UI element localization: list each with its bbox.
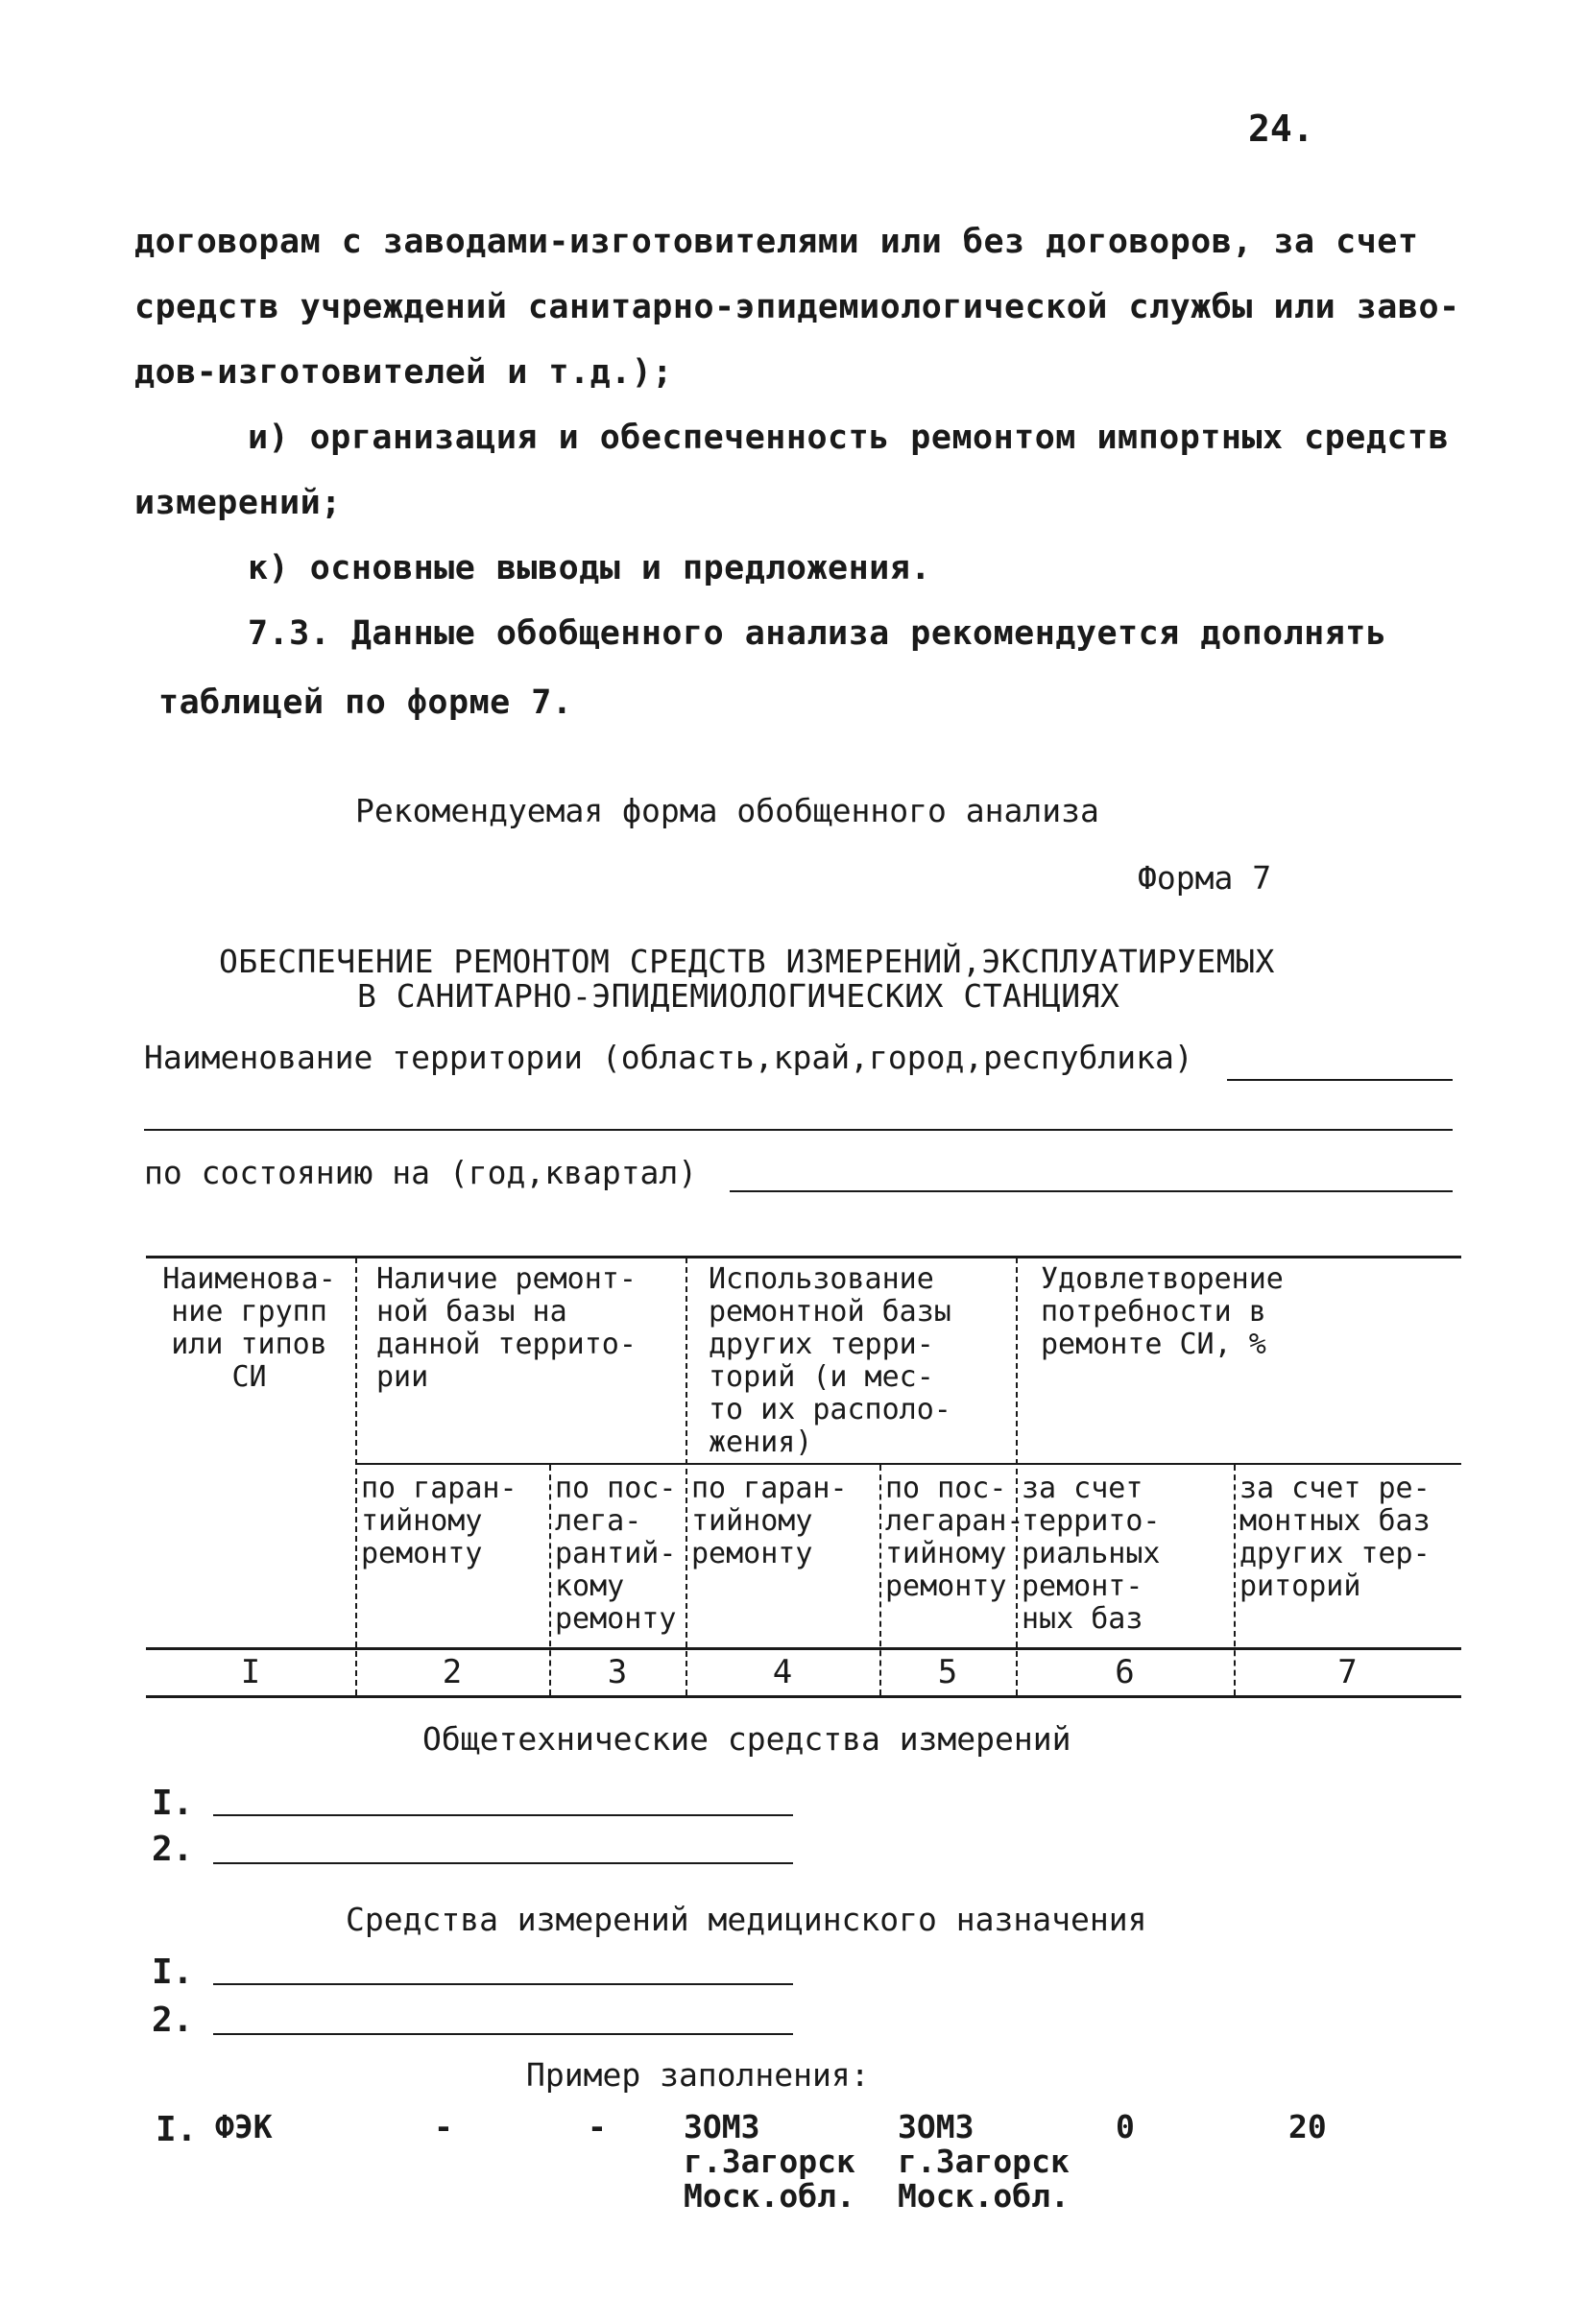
header-sub-col6: за счет террито- риальных ремонт- ных баз: [1022, 1472, 1161, 1636]
header-col1: Наименова- ние групп или типов СИ: [162, 1262, 336, 1394]
status-field[interactable]: [730, 1190, 1453, 1192]
header-sub-col5: по пос- легаран- тийному ремонту: [885, 1472, 1024, 1603]
list-item-k: к) основные выводы и предложения.: [248, 549, 931, 587]
table-subheader-rule: [355, 1463, 1461, 1465]
example-col5: ЗОМЗ г.Загорск Моск.обл.: [898, 2108, 1070, 2215]
territory-label: Наименование территории (область,край,город,республика): [144, 1039, 1193, 1076]
header-group-satisfaction: Удовлетворение потребности в ремонте СИ, %: [1041, 1262, 1284, 1361]
header-sub-col4: по гаран- тийному ремонту: [691, 1472, 848, 1570]
paragraph-line: дов-изготовителей и т.д.);: [134, 353, 673, 392]
example-col2: -: [434, 2108, 453, 2145]
table-numbers-bottom-rule: [146, 1695, 1461, 1698]
table-divider: [686, 1258, 687, 1695]
header-sub-col2: по гаран- тийному ремонту: [361, 1472, 517, 1570]
column-number: 2: [442, 1653, 463, 1691]
page-number: 24.: [1248, 108, 1314, 150]
column-number: 3: [607, 1653, 628, 1691]
row-number: I.: [152, 1953, 194, 1992]
example-col7: 20: [1288, 2108, 1327, 2145]
table-top-rule: [146, 1256, 1461, 1258]
territory-field[interactable]: [1227, 1079, 1453, 1081]
header-group-other-base: Использование ремонтной базы других терри- торий (и мес- то их располо- жения): [709, 1262, 951, 1459]
column-number: 6: [1115, 1653, 1135, 1691]
section-medical-heading: Средства измерений медицинского назначения: [346, 1901, 1147, 1938]
form-title-line1: ОБЕСПЕЧЕНИЕ РЕМОНТОМ СРЕДСТВ ИЗМЕРЕНИЙ,ЭКСПЛУАТИРУЕМЫХ: [219, 943, 1275, 980]
medical-entry-field[interactable]: [213, 2033, 793, 2035]
column-number: 4: [772, 1653, 793, 1691]
paragraph-line: договорам с заводами-изготовителями или без договоров, за счет: [134, 223, 1419, 261]
paragraph-line: средств учреждений санитарно-эпидемиологической службы или заво-: [134, 288, 1460, 326]
header-sub-col7: за счет ре- монтных баз других тер- риторий: [1239, 1472, 1431, 1603]
table-divider: [355, 1258, 357, 1695]
territory-field-continuation[interactable]: [144, 1129, 1453, 1131]
example-heading: Пример заполнения:: [526, 2056, 870, 2094]
list-item-i: и) организация и обеспеченность ремонтом импортных средств: [248, 419, 1450, 457]
general-entry-field[interactable]: [213, 1814, 793, 1816]
paragraph-7-3: 7.3. Данные обобщенного анализа рекомендуется дополнять: [248, 614, 1387, 653]
section-general-heading: Общетехнические средства измерений: [422, 1720, 1071, 1758]
row-number: I.: [152, 1784, 194, 1823]
example-col4: ЗОМЗ г.Загорск Моск.обл.: [684, 2108, 855, 2215]
header-group-own-base: Наличие ремонт- ной базы на данной террито- рии: [376, 1262, 637, 1394]
medical-entry-field[interactable]: [213, 1983, 793, 1985]
list-item-i-cont: измерений;: [134, 484, 342, 522]
status-label: по состоянию на (год,квартал): [144, 1154, 698, 1191]
example-col6: 0: [1116, 2108, 1135, 2145]
column-number: 5: [937, 1653, 958, 1691]
form-title-line2: В САНИТАРНО-ЭПИДЕМИОЛОГИЧЕСКИХ СТАНЦИЯХ: [357, 977, 1120, 1015]
general-entry-field[interactable]: [213, 1862, 793, 1864]
column-number: 7: [1337, 1653, 1358, 1691]
paragraph-7-3-cont: таблицей по форме 7.: [158, 683, 573, 722]
example-col3: -: [588, 2108, 607, 2145]
form-label: Форма 7: [1138, 859, 1272, 897]
example-name: ФЭК: [215, 2108, 273, 2145]
header-sub-col3: по пос- лега- рантий- кому ремонту: [555, 1472, 677, 1636]
table-header-bottom-rule: [146, 1647, 1461, 1650]
example-row-number: I.: [156, 2110, 198, 2149]
row-number: 2.: [152, 1830, 194, 1869]
row-number: 2.: [152, 2001, 194, 2040]
form-caption: Рекомендуемая форма обобщенного анализа: [355, 792, 1099, 829]
column-number: I: [240, 1653, 261, 1691]
